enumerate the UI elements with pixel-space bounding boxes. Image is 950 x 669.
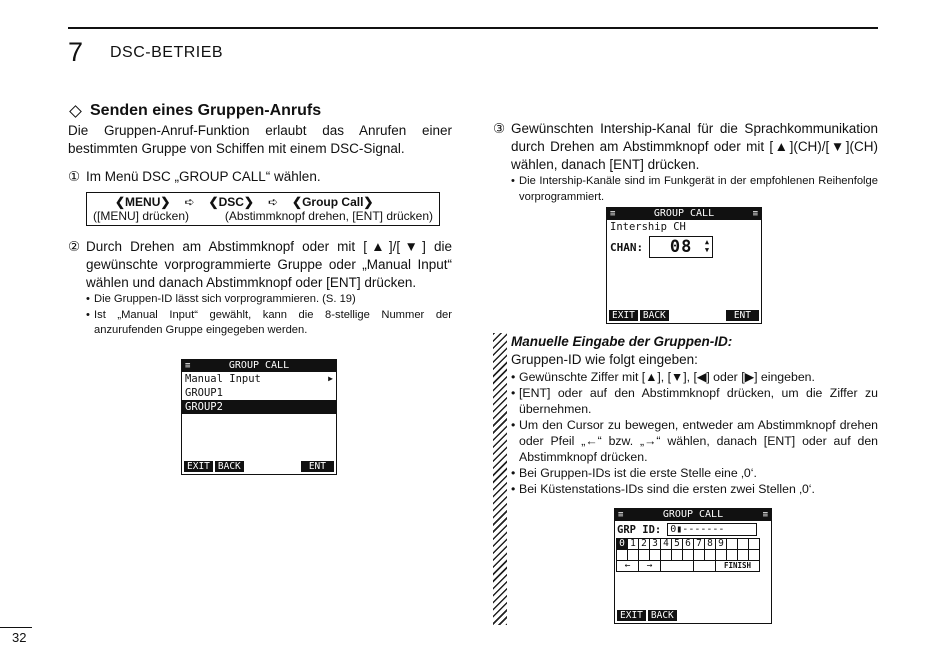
empty-key: [628, 550, 639, 561]
softkeys: [617, 610, 769, 621]
digit-key[interactable]: 6: [683, 539, 694, 550]
note-hatch-bar: [493, 333, 507, 625]
digit-keypad: [616, 538, 760, 572]
cursor-left-key[interactable]: ←: [617, 561, 639, 572]
lcd-item-group2[interactable]: GROUP2: [182, 400, 336, 414]
chan-selector[interactable]: [649, 236, 713, 258]
arrow-icon: ➪: [184, 195, 195, 209]
menu-icon: ≡: [610, 209, 616, 219]
back-softkey[interactable]: BACK: [648, 610, 677, 621]
empty-key: [650, 550, 661, 561]
digit-key[interactable]: 9: [716, 539, 727, 550]
empty-key: [617, 550, 628, 561]
list-item: • Bei Küstenstations-IDs sind die ersten zwei Stellen ‚0‘.: [511, 482, 815, 496]
play-arrow-icon: ▶: [328, 374, 333, 383]
grp-id-row: [615, 521, 771, 538]
arrow-icon: ➪: [267, 195, 279, 209]
menu-path-subrow: [93, 209, 433, 223]
lcd-channel: [606, 207, 762, 324]
exit-softkey[interactable]: EXIT: [184, 461, 213, 472]
note-bullets: [511, 369, 878, 497]
softkeys: [184, 461, 334, 472]
section-heading: [68, 102, 452, 120]
digit-key[interactable]: 4: [661, 539, 672, 550]
step-3: [493, 120, 878, 174]
chan-row: [607, 234, 761, 260]
digit-key[interactable]: 8: [705, 539, 716, 550]
digit-key[interactable]: 2: [639, 539, 650, 550]
list-item: • Ist „Manual Input“ gewählt, kann die 8-stellige Nummer der anzurufenden Gruppe eingegeben werden.: [86, 308, 452, 336]
lcd-title-bar: [607, 208, 761, 220]
lcd-subtitle: Intership CH: [610, 221, 686, 233]
lcd-title-bar: [182, 360, 336, 372]
note-title: Manuelle Eingabe der Gruppen-ID:: [511, 334, 733, 349]
lcd-title: GROUP CALL: [653, 208, 715, 219]
empty-key: [639, 550, 650, 561]
empty-key: [672, 550, 683, 561]
step-2: [68, 238, 452, 292]
step3-bullets: [511, 174, 878, 205]
list-item: • [ENT] oder auf den Abstimmknopf drücken, um die Ziffer zu übernehmen.: [511, 386, 878, 416]
chan-value: 08: [669, 237, 693, 257]
back-softkey[interactable]: BACK: [640, 310, 669, 321]
note-block: [511, 333, 878, 497]
cursor-right-key[interactable]: →: [639, 561, 661, 572]
intro-text: Die Gruppen-Anruf-Funktion erlaubt das Anrufen einer bestimmten Gruppe von Schiffen mit einem DSC-Signal.: [68, 123, 452, 156]
chapter-title: DSC-BETRIEB: [110, 44, 224, 61]
lcd-group-call: [181, 359, 337, 475]
lcd-title-bar: [615, 509, 771, 521]
lcd-item-manual-input[interactable]: Manual Input ▶: [185, 373, 333, 385]
back-softkey[interactable]: BACK: [215, 461, 244, 472]
step-number: ③: [493, 121, 506, 136]
menu-path-box: [86, 192, 440, 226]
step2-bullets: [86, 292, 452, 339]
ent-softkey[interactable]: ENT: [301, 461, 334, 472]
digit-key[interactable]: 1: [628, 539, 639, 550]
list-item: • Die Gruppen-ID lässt sich vorprogrammieren. (S. 19): [86, 293, 356, 305]
step-text: Gewünschten Intership-Kanal für die Sprachkommunikation durch Drehen am Abstimmknopf oder mit [▲](CH)/[▼](CH) wählen, danach [ENT] drücken.: [511, 121, 878, 172]
group-call-key: ❮Group Call❯: [292, 195, 374, 209]
empty-key: [661, 561, 694, 572]
list-item: • Um den Cursor zu bewegen, entweder am Abstimmknopf drehen oder Pfeil „←“ bzw. „→“ wählen, danach [ENT] oder auf den Abstimmknopf drücken.: [511, 418, 878, 464]
digit-key[interactable]: 0: [617, 539, 628, 550]
menu-sub: ([MENU] drücken): [93, 209, 190, 223]
digit-key[interactable]: 5: [672, 539, 683, 550]
step-text: Im Menü DSC „GROUP CALL“ wählen.: [86, 169, 321, 184]
menu-icon: ≡: [752, 209, 758, 219]
note-intro: Gruppen-ID wie folgt eingeben:: [511, 352, 698, 367]
menu-key: ❮MENU❯: [115, 195, 171, 209]
list-item: • Gewünschte Ziffer mit [▲], [▼], [◀] oder [▶] eingeben.: [511, 370, 815, 384]
menu-icon: ≡: [762, 510, 768, 520]
step-number: ①: [68, 169, 81, 184]
empty-key: [705, 550, 716, 561]
empty-key: [749, 550, 760, 561]
right-column: [493, 120, 878, 205]
digit-key[interactable]: 3: [650, 539, 661, 550]
page-number: 32: [12, 630, 27, 645]
empty-key: [738, 539, 749, 550]
list-item: • Bei Gruppen-IDs ist die erste Stelle eine ‚0‘.: [511, 466, 757, 480]
lcd-item-group1[interactable]: GROUP1: [185, 387, 223, 399]
chan-label: CHAN:: [610, 240, 644, 254]
empty-key: [716, 550, 727, 561]
menu-icon: ≡: [618, 510, 624, 520]
menu-icon: ≡: [185, 361, 191, 371]
softkeys: [609, 310, 759, 321]
grp-id-label: GRP ID:: [617, 523, 662, 536]
grp-id-input[interactable]: 0▮-------: [667, 523, 757, 536]
dsc-sub: (Abstimmknopf drehen, [ENT] drücken): [224, 209, 433, 223]
exit-softkey[interactable]: EXIT: [617, 610, 646, 621]
step-1: [68, 168, 452, 186]
digit-key[interactable]: 7: [694, 539, 705, 550]
dsc-key: ❮DSC❯: [208, 195, 254, 209]
section-title: Senden eines Gruppen-Anrufs: [90, 102, 322, 119]
finish-key[interactable]: FINISH: [716, 561, 760, 572]
ent-softkey[interactable]: ENT: [726, 310, 759, 321]
empty-key: [749, 539, 760, 550]
lcd-title: GROUP CALL: [228, 360, 290, 371]
header-rule: [68, 27, 878, 29]
diamond-icon: [69, 105, 82, 118]
menu-path-row: [93, 195, 433, 209]
left-column: [68, 102, 452, 339]
lcd-title: GROUP CALL: [662, 509, 724, 520]
list-item: • Die Intership-Kanäle sind im Funkgerät in der empfohlenen Reihenfolge vorprogrammiert.: [511, 175, 878, 203]
up-down-icon: ▲ ▼: [704, 238, 710, 254]
empty-key: [694, 561, 716, 572]
lcd-grp-id: [614, 508, 772, 624]
footer-rule: [0, 627, 32, 628]
empty-key: [694, 550, 705, 561]
empty-key: [683, 550, 694, 561]
empty-key: [727, 539, 738, 550]
empty-key: [661, 550, 672, 561]
empty-key: [738, 550, 749, 561]
empty-key: [727, 550, 738, 561]
step-number: ②: [68, 239, 81, 254]
step-text: Durch Drehen am Abstimmknopf oder mit [▲]/[▼] die gewünschte vorprogrammierte Gruppe oder „Manual Input“ wählen und danach Abstimmknopf oder [ENT] drücken.: [86, 239, 452, 290]
exit-softkey[interactable]: EXIT: [609, 310, 638, 321]
chapter-number: 7: [68, 37, 84, 67]
